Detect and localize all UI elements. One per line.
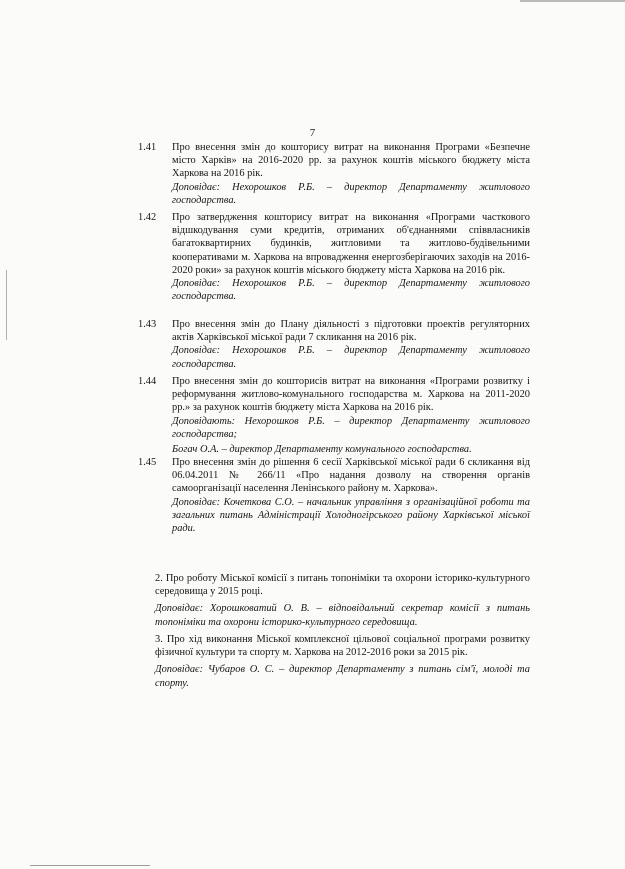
item-number: 1.45 <box>138 457 157 468</box>
item-speaker: Доповідає: Нехорошков Р.Б. – директор Департаменту житлового господарства. <box>172 181 530 206</box>
item-text: Про внесення змін до Плану діяльності з підготовки проектів регуляторних актів Харківської міської ради 7 скликання на 2016 рік. <box>172 319 530 344</box>
item-number: 1.42 <box>138 212 157 223</box>
page-number: 7 <box>309 127 316 139</box>
item-speaker: Доповідає: Нехорошков Р.Б. – директор Департаменту житлового господарства. <box>172 345 530 370</box>
scan-edge-mark <box>520 0 625 2</box>
scan-edge-mark <box>30 865 150 866</box>
section-text: 3. Про хід виконання Міської комплексної цільової соціальної програми розвитку фізичної культури та спорту м. Харкова на 2012-2016 роки за 2015 рік. <box>155 634 530 659</box>
agenda-item <box>138 141 530 207</box>
item-number: 1.41 <box>138 142 157 153</box>
section-speaker: Доповідає: Чубаров О. С. – директор Департаменту з питань сім'ї, молоді та спорту. <box>155 664 530 689</box>
agenda-item <box>138 456 530 535</box>
item-speaker: Богач О.А. – директор Департаменту комунального господарства. <box>172 444 472 456</box>
item-number: 1.43 <box>138 319 157 330</box>
item-text: Про внесення змін до кошторисів витрат на виконання «Програми розвитку і реформування житлово-комунального господарства м. Харкова на 2011-2020 рр.» за рахунок коштів бюджету міста Харкова на 2016 рік. <box>172 376 530 414</box>
item-text: Про внесення змін до кошторису витрат на виконання Програми «Безпечне місто Харків» на 2016-2020 рр. за рахунок коштів міського бюджету міста Харкова на 2016 рік. <box>172 142 530 180</box>
agenda-item <box>138 375 530 456</box>
agenda-section <box>155 572 530 629</box>
item-text: Про затвердження кошторису витрат на виконання «Програми часткового відшкодування суми кредитів, отриманих об'єднаннями співвласників багатоквартирних будинків, житловими та житлово-будівельними кооперативами м. Харкова на впровадження енергозберігаючих заходів на 2016-2020 роки» за рахунок коштів міського бюджету міста Харкова на 2016 рік. <box>172 212 530 276</box>
item-number: 1.44 <box>138 376 157 387</box>
item-speaker: Доповідають: Нехорошков Р.Б. – директор Департаменту житлового господарства; <box>172 415 530 440</box>
section-text: 2. Про роботу Міської комісії з питань топоніміки та охорони історико-культурного середовища у 2015 році. <box>155 573 530 598</box>
agenda-item <box>138 211 530 303</box>
scan-edge-mark <box>6 270 7 340</box>
section-speaker: Доповідає: Хорошковатий О. В. – відповідальний секретар комісії з питань топоніміки та охорони історико-культурного середовища. <box>155 603 530 628</box>
agenda-section <box>155 633 530 690</box>
agenda-item <box>138 318 530 371</box>
item-text: Про внесення змін до рішення 6 сесії Харківської міської ради 6 скликання від 06.04.2011 № 266/11 «Про надання дозволу на створення органів самоорганізації населення Ленінського району м. Харкова». <box>172 457 530 495</box>
item-speaker: Доповідає: Нехорошков Р.Б. – директор Департаменту житлового господарства. <box>172 278 530 303</box>
item-speaker: Доповідає: Кочеткова С.О. – начальник управління з організаційної роботи та загальних питань Адміністрації Холодногірського району Харківської міської ради. <box>172 496 530 535</box>
